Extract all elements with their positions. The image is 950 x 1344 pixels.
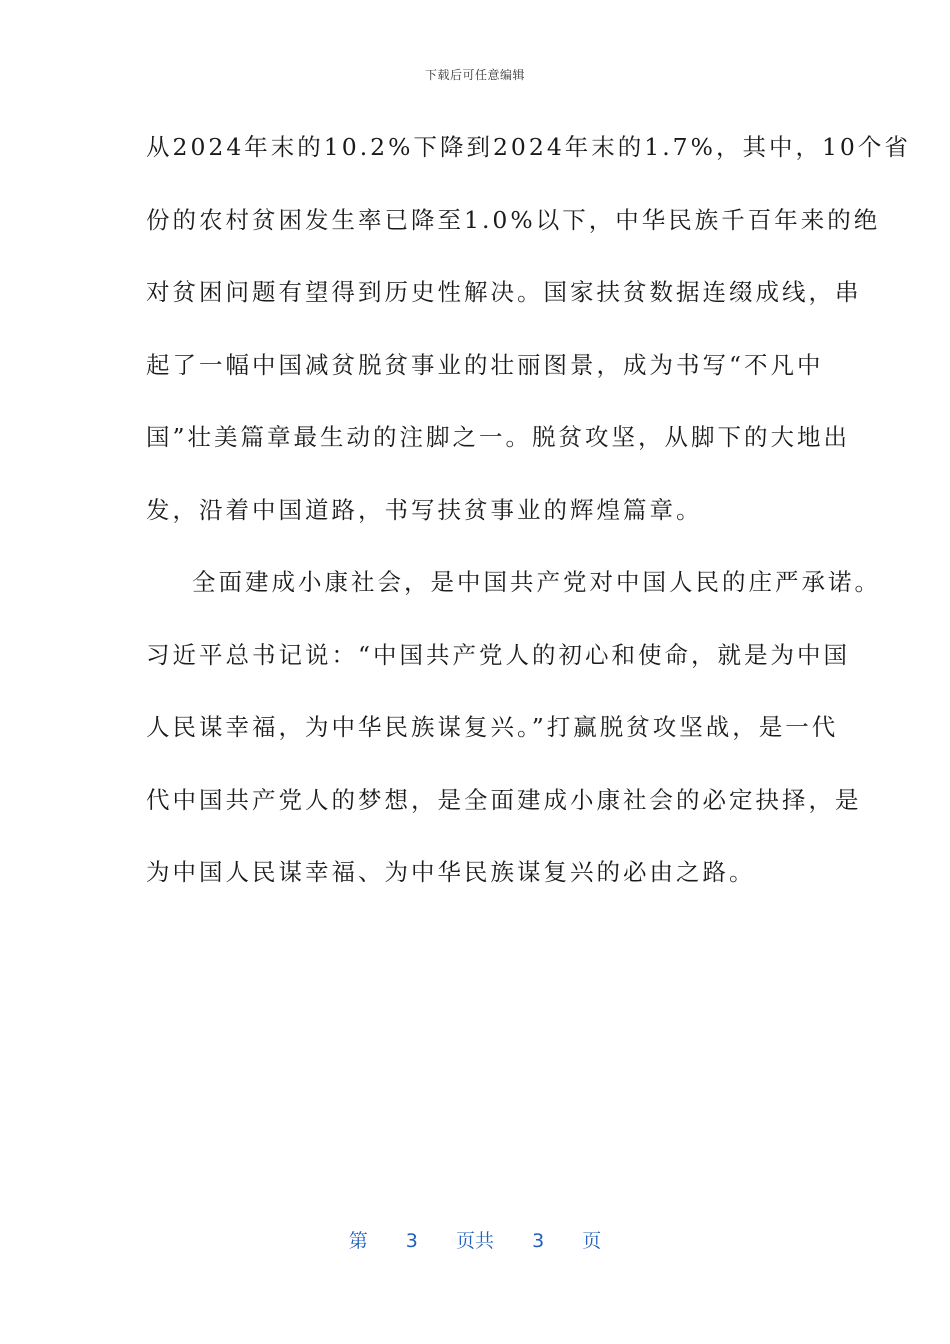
- text-line: 为中国人民谋幸福、为中华民族谋复兴的必由之路。: [146, 858, 756, 886]
- text-line: 发，沿着中国道路，书写扶贫事业的辉煌篇章。: [146, 495, 703, 524]
- text-line: 份的农村贫困发生率已降至1.0%以下，中华民族千百年来的绝: [146, 205, 881, 234]
- document-body: [146, 125, 911, 923]
- text-line: 起了一幅中国减贫脱贫事业的壮丽图景，成为书写“不凡中: [146, 350, 824, 379]
- page-current: 3: [405, 1230, 418, 1252]
- text-line: 国”壮美篇章最生动的注脚之一。脱贫攻坚，从脚下的大地出: [146, 423, 851, 451]
- page-prefix: 第: [348, 1230, 368, 1252]
- text-line: 代中国共产党人的梦想，是全面建成小康社会的必定抉择，是: [146, 785, 862, 814]
- header-note: 下载后可任意编辑: [424, 68, 525, 82]
- text-line: 对贫困问题有望得到历史性解决。国家扶贫数据连缀成线，串: [146, 278, 862, 306]
- page-total: 3: [532, 1230, 545, 1252]
- page-number-footer: [0, 1226, 950, 1253]
- page-middle: 页共: [455, 1230, 494, 1252]
- text-line: 人民谋幸福，为中华民族谋复兴。”打赢脱贫攻坚战，是一代: [146, 713, 839, 741]
- text-line: 习近平总书记说：“中国共产党人的初心和使命，就是为中国: [146, 640, 851, 669]
- text-line: 全面建成小康社会，是中国共产党对中国人民的庄严承诺。: [192, 568, 881, 596]
- page-suffix: 页: [582, 1230, 602, 1252]
- text-line: 从2024年末的10.2%下降到2024年末的1.7%，其中，10个省: [146, 133, 911, 161]
